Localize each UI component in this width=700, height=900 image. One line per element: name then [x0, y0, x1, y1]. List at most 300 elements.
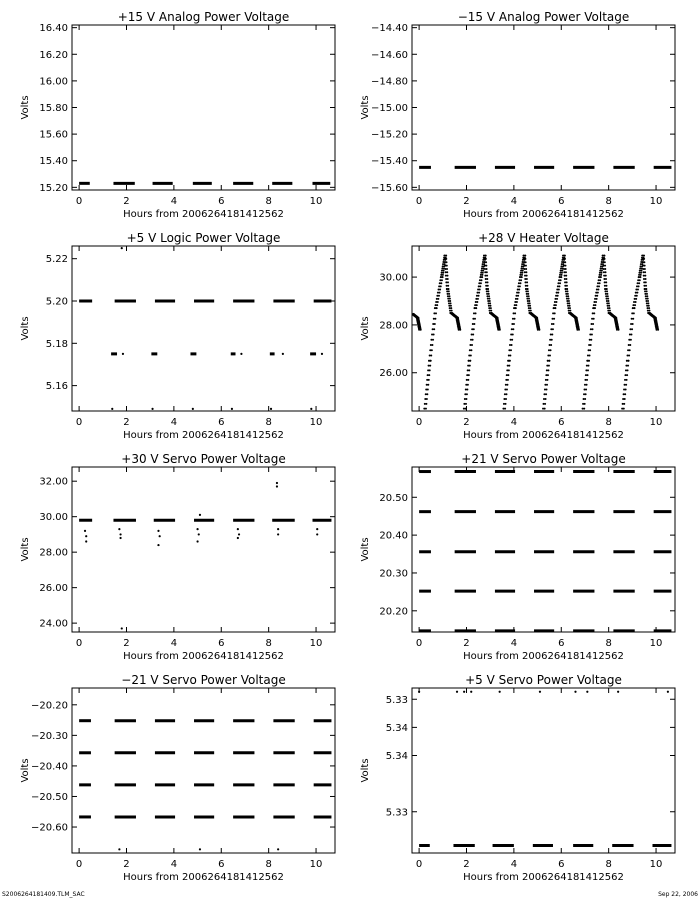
data-point	[277, 528, 279, 530]
data-point	[626, 379, 628, 381]
data-point	[578, 329, 580, 331]
data-point	[525, 268, 527, 270]
data-point	[469, 360, 471, 362]
data-point	[585, 393, 587, 395]
data-point	[439, 292, 441, 294]
data-point	[591, 328, 593, 330]
data-point	[526, 278, 528, 280]
data-point	[646, 293, 648, 295]
data-point	[517, 295, 519, 297]
data-point	[157, 544, 159, 546]
data-point	[634, 304, 636, 306]
data-point	[561, 274, 563, 276]
data-point	[624, 398, 626, 400]
data-series	[418, 691, 671, 846]
data-point	[627, 365, 629, 367]
data-point	[551, 333, 553, 335]
data-point	[509, 360, 511, 362]
data-point	[586, 384, 588, 386]
data-point	[277, 533, 279, 535]
data-point	[635, 301, 637, 303]
data-point	[529, 302, 531, 304]
data-point	[588, 360, 590, 362]
data-point	[617, 691, 619, 693]
y-tick-label: 16.20	[39, 49, 68, 61]
data-point	[425, 408, 427, 410]
x-tick-label: 6	[558, 196, 565, 207]
x-tick-label: 2	[123, 417, 130, 428]
data-point	[487, 288, 489, 290]
data-point	[466, 393, 468, 395]
x-axis-label: Hours from 2006264181412562	[463, 430, 624, 441]
data-point	[546, 379, 548, 381]
data-series	[411, 255, 659, 410]
data-point	[441, 279, 443, 281]
y-tick-label: −14.40	[370, 23, 408, 35]
data-point	[601, 270, 603, 272]
data-point	[550, 344, 552, 346]
chart-title: +21 V Servo Power Voltage	[461, 452, 626, 466]
data-point	[553, 323, 555, 325]
data-point	[605, 271, 607, 273]
data-point	[604, 265, 606, 267]
y-tick-label: 20.40	[379, 530, 408, 542]
x-tick-label: 2	[463, 196, 470, 207]
y-tick-label: 26.00	[39, 583, 68, 595]
data-point	[525, 261, 527, 263]
data-point	[151, 408, 153, 410]
data-point	[467, 379, 469, 381]
data-point	[427, 388, 429, 390]
x-tick-label: 0	[75, 638, 83, 649]
data-point	[469, 365, 471, 367]
data-point	[468, 374, 470, 376]
data-point	[569, 305, 571, 307]
data-point	[555, 304, 557, 306]
data-point	[475, 312, 477, 314]
x-tick-label: 6	[218, 859, 225, 870]
data-point	[519, 282, 521, 284]
data-point	[560, 276, 562, 278]
data-point	[546, 384, 548, 386]
data-point	[561, 270, 563, 272]
data-point	[468, 369, 470, 371]
data-point	[472, 339, 474, 341]
y-tick-label: −14.60	[370, 49, 408, 61]
data-point	[443, 270, 445, 272]
data-point	[445, 255, 447, 257]
data-point	[587, 365, 589, 367]
data-point	[549, 355, 551, 357]
y-tick-label: −15.00	[370, 103, 408, 114]
data-point	[316, 533, 318, 535]
data-point	[450, 305, 452, 307]
data-point	[277, 848, 279, 850]
data-point	[526, 275, 528, 277]
data-point	[527, 293, 529, 295]
data-point	[547, 374, 549, 376]
data-point	[561, 272, 563, 274]
y-tick-label: 30.00	[39, 512, 68, 524]
data-point	[645, 278, 647, 280]
data-point	[238, 533, 240, 535]
data-point	[488, 293, 490, 295]
y-axis-label: Volts	[20, 95, 31, 120]
data-point	[564, 265, 566, 267]
data-point	[508, 369, 510, 371]
x-tick-label: 10	[649, 638, 663, 649]
x-tick-label: 8	[265, 417, 272, 428]
data-point	[586, 379, 588, 381]
plot-frame	[412, 688, 675, 853]
data-point	[430, 355, 432, 357]
y-tick-label: 15.60	[39, 129, 68, 141]
data-point	[435, 312, 437, 314]
data-point	[636, 292, 638, 294]
data-point	[436, 304, 438, 306]
data-point	[511, 344, 513, 346]
data-point	[430, 360, 432, 362]
data-point	[506, 384, 508, 386]
data-point	[554, 307, 556, 309]
x-tick-label: 0	[415, 859, 423, 870]
data-point	[159, 535, 161, 537]
x-tick-label: 2	[123, 859, 130, 870]
data-point	[565, 278, 567, 280]
data-point	[514, 312, 516, 314]
x-axis-label: Hours from 2006264181412562	[463, 209, 624, 220]
data-point	[554, 312, 556, 314]
data-point	[595, 301, 597, 303]
data-point	[438, 295, 440, 297]
data-point	[604, 261, 606, 263]
data-point	[638, 282, 640, 284]
data-point	[607, 298, 609, 300]
data-series	[419, 472, 671, 631]
data-point	[447, 278, 449, 280]
data-point	[644, 268, 646, 270]
data-point	[499, 329, 501, 331]
data-point	[583, 408, 585, 410]
x-tick-label: 4	[170, 859, 178, 870]
data-point	[507, 379, 509, 381]
x-tick-label: 0	[75, 196, 83, 207]
data-point	[597, 292, 599, 294]
data-point	[447, 288, 449, 290]
chart-title: +15 V Analog Power Voltage	[117, 10, 290, 24]
y-axis-label: Volts	[20, 316, 31, 341]
data-point	[560, 279, 562, 281]
data-point	[440, 285, 442, 287]
y-tick-label: −15.60	[370, 182, 408, 194]
data-point	[567, 293, 569, 295]
data-point	[568, 302, 570, 304]
data-point	[111, 408, 113, 410]
data-point	[626, 374, 628, 376]
data-point	[586, 691, 588, 693]
data-point	[490, 310, 492, 312]
data-point	[526, 285, 528, 287]
data-point	[593, 318, 595, 320]
data-point	[270, 408, 272, 410]
data-point	[478, 292, 480, 294]
data-point	[629, 349, 631, 351]
data-point	[635, 298, 637, 300]
data-point	[628, 355, 630, 357]
data-point	[568, 300, 570, 302]
data-point	[472, 333, 474, 335]
data-series	[79, 482, 331, 630]
y-tick-label: 5.16	[45, 381, 68, 393]
data-point	[467, 384, 469, 386]
data-point	[603, 255, 605, 257]
data-point	[630, 333, 632, 335]
data-point	[475, 307, 477, 309]
data-point	[479, 289, 481, 291]
chart-panel	[360, 452, 675, 662]
x-tick-label: 10	[649, 417, 663, 428]
data-point	[512, 333, 514, 335]
data-series	[79, 247, 331, 410]
data-point	[607, 300, 609, 302]
data-point	[589, 355, 591, 357]
y-tick-label: 24.00	[39, 618, 68, 630]
data-point	[530, 310, 532, 312]
x-tick-label: 10	[309, 859, 323, 870]
data-point	[479, 285, 481, 287]
plot-frame	[412, 25, 675, 190]
data-point	[525, 265, 527, 267]
x-tick-label: 6	[558, 417, 565, 428]
chart-title: +5 V Logic Power Voltage	[126, 231, 281, 245]
x-axis-label: Hours from 2006264181412562	[123, 430, 284, 441]
data-point	[485, 265, 487, 267]
plot-frame	[72, 25, 335, 190]
data-point	[121, 627, 123, 629]
data-point	[521, 274, 523, 276]
x-tick-label: 10	[309, 638, 323, 649]
data-point	[648, 305, 650, 307]
data-point	[426, 398, 428, 400]
data-point	[432, 339, 434, 341]
x-axis-label: Hours from 2006264181412562	[463, 651, 624, 662]
data-point	[486, 271, 488, 273]
data-point	[434, 318, 436, 320]
data-point	[473, 328, 475, 330]
data-point	[437, 298, 439, 300]
data-point	[489, 305, 491, 307]
data-point	[589, 349, 591, 351]
data-point	[486, 275, 488, 277]
data-point	[196, 540, 198, 542]
data-point	[569, 307, 571, 309]
data-point	[482, 272, 484, 274]
y-axis-label: Volts	[360, 537, 371, 562]
y-tick-label: 32.00	[39, 476, 68, 488]
data-point	[485, 261, 487, 263]
data-point	[646, 290, 648, 292]
data-point	[476, 304, 478, 306]
y-tick-label: 5.18	[45, 338, 68, 350]
data-point	[636, 295, 638, 297]
x-tick-label: 8	[605, 638, 612, 649]
data-point	[529, 307, 531, 309]
data-point	[486, 278, 488, 280]
data-point	[237, 528, 239, 530]
data-point	[548, 360, 550, 362]
data-point	[459, 329, 461, 331]
data-point	[569, 310, 571, 312]
data-point	[539, 691, 541, 693]
data-point	[447, 285, 449, 287]
data-point	[418, 691, 420, 693]
x-tick-label: 4	[170, 417, 178, 428]
x-tick-label: 0	[75, 417, 83, 428]
data-point	[593, 312, 595, 314]
x-tick-label: 2	[123, 638, 130, 649]
data-point	[556, 298, 558, 300]
data-point	[608, 305, 610, 307]
data-point	[592, 323, 594, 325]
x-axis-label: Hours from 2006264181412562	[123, 651, 284, 662]
data-point	[449, 298, 451, 300]
data-point	[585, 388, 587, 390]
data-point	[574, 691, 576, 693]
data-point	[429, 365, 431, 367]
data-point	[518, 292, 520, 294]
data-point	[470, 349, 472, 351]
x-tick-label: 2	[123, 196, 130, 207]
data-point	[425, 403, 427, 405]
data-point	[587, 374, 589, 376]
x-tick-label: 0	[75, 859, 83, 870]
data-point	[644, 275, 646, 277]
data-point	[590, 344, 592, 346]
data-point	[506, 388, 508, 390]
data-point	[482, 270, 484, 272]
y-tick-label: 5.33	[385, 807, 408, 819]
data-point	[85, 535, 87, 537]
data-point	[520, 279, 522, 281]
data-point	[487, 285, 489, 287]
data-point	[480, 282, 482, 284]
data-point	[597, 289, 599, 291]
x-tick-label: 8	[265, 859, 272, 870]
data-point	[584, 398, 586, 400]
y-tick-label: 5.20	[45, 296, 68, 308]
data-point	[122, 353, 124, 355]
data-point	[527, 290, 529, 292]
data-point	[648, 307, 650, 309]
chart-panel	[20, 231, 335, 441]
y-tick-label: −15.40	[370, 156, 408, 168]
data-point	[566, 288, 568, 290]
data-point	[639, 279, 641, 281]
x-tick-label: 2	[463, 859, 470, 870]
data-point	[442, 272, 444, 274]
data-point	[623, 403, 625, 405]
data-point	[558, 285, 560, 287]
data-point	[632, 323, 634, 325]
data-point	[488, 298, 490, 300]
data-point	[526, 281, 528, 283]
data-point	[433, 333, 435, 335]
data-point	[474, 318, 476, 320]
data-point	[119, 537, 121, 539]
data-point	[643, 255, 645, 257]
y-tick-label: −20.50	[30, 791, 68, 803]
x-tick-label: 10	[309, 196, 323, 207]
y-tick-label: −15.20	[370, 129, 408, 141]
data-point	[596, 298, 598, 300]
chart-title: −21 V Servo Power Voltage	[121, 673, 286, 687]
data-point	[552, 328, 554, 330]
data-point	[511, 339, 513, 341]
x-tick-label: 4	[510, 859, 518, 870]
data-point	[450, 307, 452, 309]
y-tick-label: −14.80	[370, 76, 408, 88]
data-point	[604, 258, 606, 260]
data-point	[513, 323, 515, 325]
data-point	[594, 307, 596, 309]
data-point	[446, 271, 448, 273]
data-point	[515, 304, 517, 306]
data-point	[548, 365, 550, 367]
chart-title: +30 V Servo Power Voltage	[121, 452, 286, 466]
y-tick-label: 5.33	[385, 694, 408, 706]
data-point	[522, 270, 524, 272]
x-tick-label: 6	[218, 196, 225, 207]
data-point	[440, 282, 442, 284]
data-point	[618, 329, 620, 331]
data-point	[516, 298, 518, 300]
y-tick-label: 5.34	[385, 751, 408, 762]
data-point	[631, 328, 633, 330]
data-point	[647, 298, 649, 300]
footer-filename: S2006264181409.TLM_SAC	[2, 891, 85, 898]
data-point	[629, 344, 631, 346]
data-point	[456, 691, 458, 693]
data-point	[605, 278, 607, 280]
data-point	[486, 268, 488, 270]
data-point	[566, 285, 568, 287]
data-point	[567, 295, 569, 297]
data-point	[445, 258, 447, 260]
data-point	[591, 333, 593, 335]
data-point	[609, 310, 611, 312]
y-tick-label: 30.00	[379, 272, 408, 284]
data-point	[321, 353, 323, 355]
data-point	[544, 403, 546, 405]
y-tick-label: −20.60	[30, 822, 68, 834]
data-point	[428, 379, 430, 381]
data-point	[121, 247, 123, 249]
data-point	[564, 255, 566, 257]
data-point	[557, 292, 559, 294]
data-point	[667, 691, 669, 693]
data-point	[640, 274, 642, 276]
data-point	[192, 408, 194, 410]
data-point	[553, 318, 555, 320]
data-point	[237, 537, 239, 539]
data-point	[584, 403, 586, 405]
y-tick-label: 28.00	[39, 547, 68, 559]
data-point	[448, 293, 450, 295]
data-point	[529, 305, 531, 307]
data-point	[555, 301, 557, 303]
data-point	[282, 353, 284, 355]
data-point	[633, 307, 635, 309]
